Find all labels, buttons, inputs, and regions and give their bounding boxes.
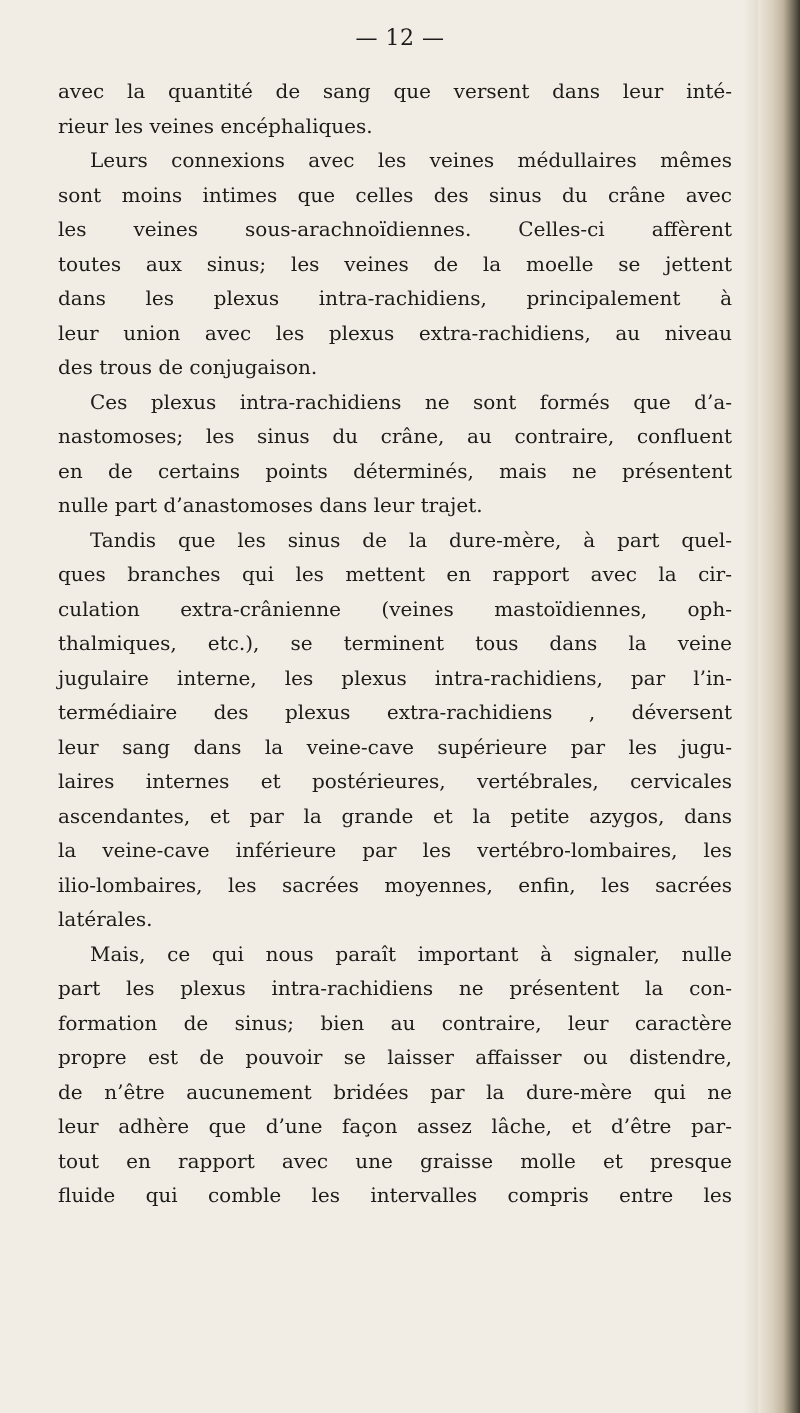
- text-line: part les plexus intra-rachidiens ne présentent la con-: [58, 976, 732, 1000]
- text-line: ques branches qui les mettent en rapport avec la cir-: [58, 562, 732, 586]
- text-line: tout en rapport avec une graisse molle et presque: [58, 1148, 732, 1173]
- text-line: latérales.: [58, 907, 153, 931]
- text-line: leur union avec les plexus extra-rachidiens, au niveau: [58, 320, 732, 345]
- page-number: — 12 —: [355, 26, 445, 51]
- text-line: fluide qui comble les intervalles compris entre les: [58, 1183, 732, 1207]
- text-line: Mais, ce qui nous paraît important à signaler, nulle: [90, 941, 732, 966]
- text-line: leur adhère que d’une façon assez lâche, et d’être par-: [58, 1114, 732, 1138]
- text-line: toutes aux sinus; les veines de la moelle se jettent: [58, 251, 732, 276]
- text-line: culation extra-crânienne (veines mastoïdiennes, oph-: [58, 596, 732, 621]
- text-line: nulle part d’anastomoses dans leur trajet.: [58, 493, 483, 517]
- text-line: laires internes et postérieures, vertébrales, cervicales: [58, 769, 732, 793]
- text-line: jugulaire interne, les plexus intra-rachidiens, par l’in-: [58, 665, 732, 690]
- text-line: ilio-lombaires, les sacrées moyennes, enfin, les sacrées: [58, 872, 732, 897]
- text-line: en de certains points déterminés, mais ne présentent: [58, 458, 732, 483]
- text-line: propre est de pouvoir se laisser affaisser ou distendre,: [58, 1045, 732, 1069]
- text-line: ascendantes, et par la grande et la petite azygos, dans: [58, 803, 732, 828]
- text-line: Tandis que les sinus de la dure-mère, à part quel-: [90, 527, 732, 552]
- text-line: leur sang dans la veine-cave supérieure par les jugu-: [58, 734, 732, 759]
- page-binding-edge: [758, 0, 800, 1413]
- text-line: Leurs connexions avec les veines médullaires mêmes: [90, 148, 732, 172]
- text-line: dans les plexus intra-rachidiens, principalement à: [58, 286, 732, 310]
- text-line: termédiaire des plexus extra-rachidiens , déversent: [58, 700, 732, 724]
- text-line: sont moins intimes que celles des sinus du crâne avec: [58, 182, 732, 207]
- text-line: avec la quantité de sang que versent dans leur inté-: [58, 79, 732, 103]
- text-line: de n’être aucunement bridées par la dure-mère qui ne: [58, 1079, 732, 1104]
- binding-shadow: [744, 0, 758, 1413]
- text-line: les veines sous-arachnoïdiennes. Celles-ci affèrent: [58, 217, 732, 241]
- text-line: la veine-cave inférieure par les vertébro-lombaires, les: [58, 838, 732, 862]
- text-line: formation de sinus; bien au contraire, leur caractère: [58, 1010, 732, 1035]
- text-line: thalmiques, etc.), se terminent tous dans la veine: [58, 631, 732, 655]
- text-line: Ces plexus intra-rachidiens ne sont formés que d’a-: [90, 389, 732, 414]
- body-text: [58, 74, 732, 1213]
- text-line: rieur les veines encéphaliques.: [58, 113, 373, 138]
- text-line: des trous de conjugaison.: [58, 355, 318, 379]
- text-line: nastomoses; les sinus du crâne, au contraire, confluent: [58, 424, 732, 448]
